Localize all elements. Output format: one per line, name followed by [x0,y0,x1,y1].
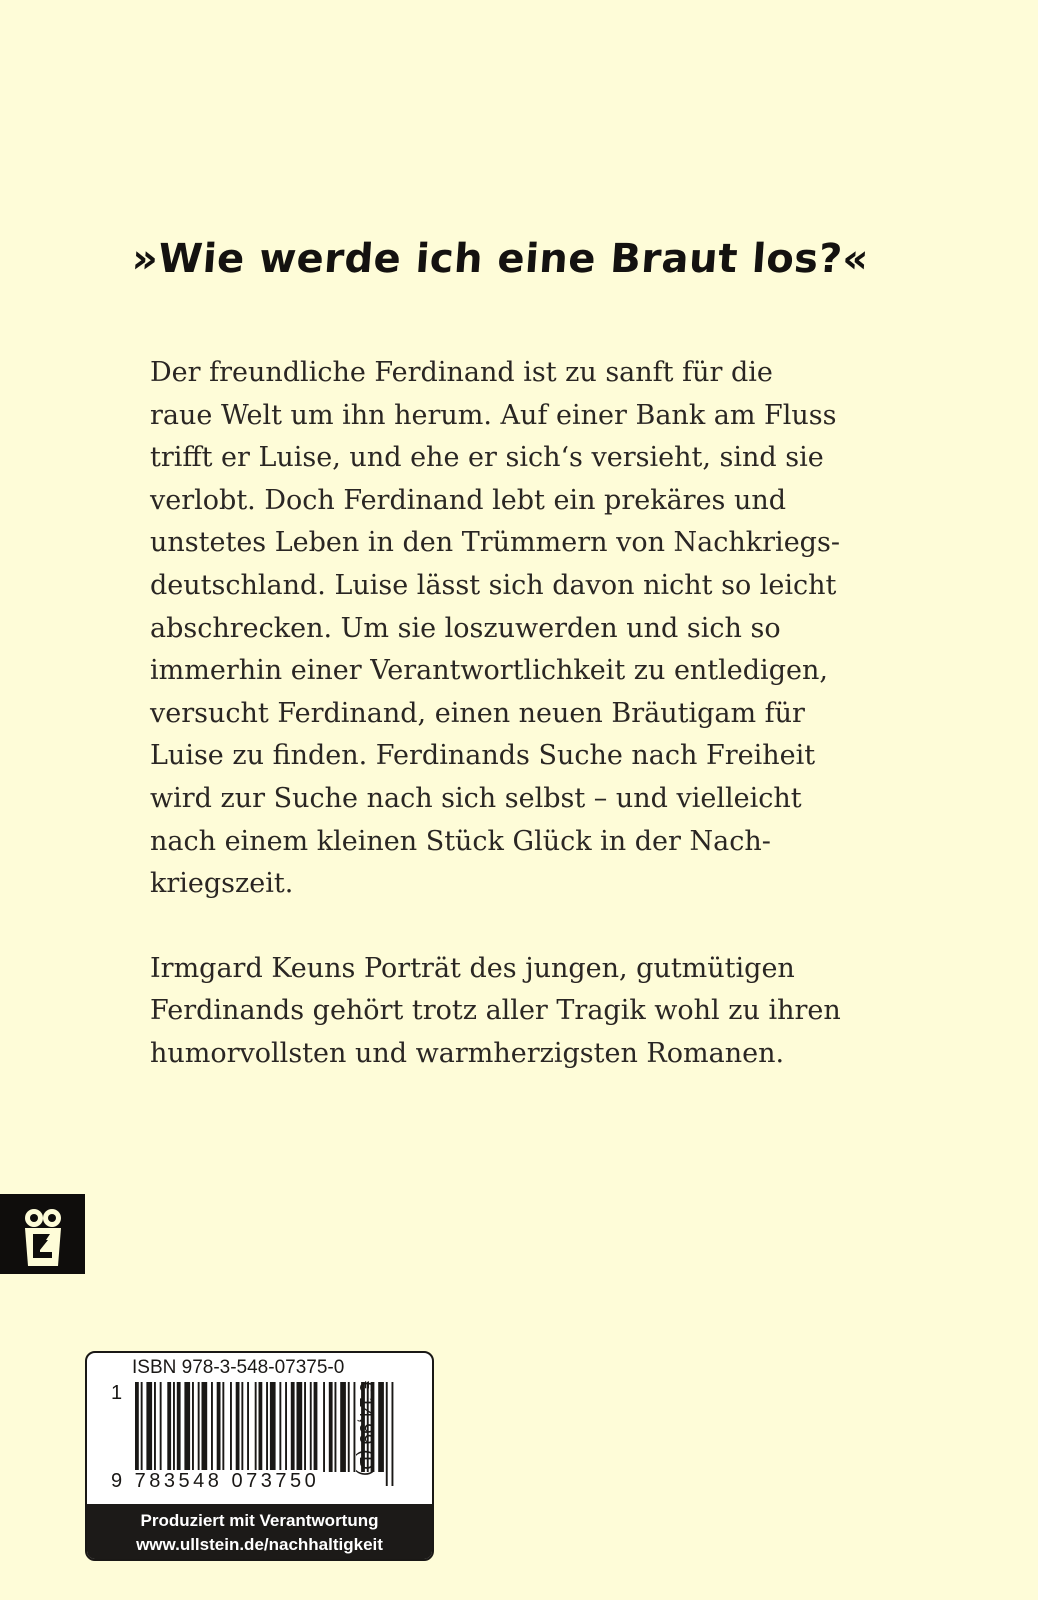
barcode-bar [241,1382,243,1472]
barcode-bar [154,1382,156,1472]
blurb-line: versucht Ferdinand, einen neuen Bräutigam für [150,697,805,729]
barcode-bar [192,1382,194,1472]
barcode-bar [217,1382,221,1472]
barcode-bar [184,1382,190,1472]
isbn-number: ISBN 978-3-548-07375-0 [132,1357,345,1378]
barcode-bar [247,1382,249,1472]
barcode-bar [291,1382,295,1472]
barcode-bar [211,1382,213,1472]
blurb-paragraph-2 [150,948,880,1076]
blurb-line: Ferdinands gehört trotz aller Tragik wohl zu ihren [150,995,841,1027]
barcode-bar [160,1382,162,1472]
tagline: »Wie werde ich eine Braut los?« [130,236,871,282]
blurb-line: kriegszeit. [150,868,294,900]
blurb-line: nach einem kleinen Stück Glück in der Nach- [150,825,771,857]
blurb-text [150,352,880,1076]
blurb-line: humorvollsten und warmherzigsten Romanen. [150,1037,785,1069]
barcode-bar [255,1382,257,1472]
blurb-line: Luise zu finden. Ferdinands Suche nach Freiheit [150,740,816,772]
barcode-bar [340,1382,346,1472]
barcode-digits: 9 783548 073750 [111,1470,320,1492]
barcode-bar [323,1382,325,1472]
blurb-line: unstetes Leben in den Trümmern von Nachkriegs- [150,527,840,559]
blurb-line: verlobt. Doch Ferdinand lebt ein prekäres und [150,484,787,516]
blurb-line: deutschland. Luise lässt sich davon nicht so leicht [150,569,837,601]
barcode-bar [270,1382,276,1472]
barcode-first-digit: 1 [111,1382,123,1404]
blurb-paragraph-1 [150,352,880,906]
barcode-bar [173,1382,175,1472]
barcode-bar [177,1382,181,1472]
blurb-line: Irmgard Keuns Porträt des jungen, gutmütigen [150,952,795,984]
barcode-bar [167,1382,171,1472]
barcode-label [85,1351,434,1561]
barcode-bar [329,1382,333,1472]
barcode-bar [146,1382,152,1472]
blurb-line: immerhin einer Verantwortlichkeit zu entledigen, [150,655,828,687]
owl-logo-icon [0,1194,85,1274]
barcode-bar [202,1382,208,1472]
barcode-bar [310,1382,312,1472]
barcode-bar [266,1382,268,1472]
sustainability-url: www.ullstein.de/nachhaltigkeit [136,1535,383,1554]
barcode-bar [222,1382,224,1472]
barcode-bar [304,1382,306,1472]
barcode-bar [198,1382,200,1472]
barcode-bar [314,1382,318,1472]
price-label: € 14,99 (D) [355,1381,376,1477]
sustainability-note [87,1504,432,1559]
blurb-line: Der freundliche Ferdinand ist zu sanft für die [150,357,773,388]
barcode-bar [285,1382,287,1472]
barcode-bar [279,1382,281,1472]
barcode-bar [386,1382,388,1486]
blurb-line: wird zur Suche nach sich selbst – und vielleicht [150,782,802,814]
blurb-line: abschrecken. Um sie loszuwerden und sich so [150,612,781,644]
sustainability-line-1: Produziert mit Verantwortung [140,1511,379,1530]
barcode-bar [230,1382,232,1472]
barcode-bar [236,1382,240,1472]
barcode-bar [392,1382,394,1486]
barcode-bar [378,1382,384,1472]
barcode-bar [335,1382,337,1472]
blurb-line: raue Welt um ihn herum. Auf einer Bank am Fluss [150,399,837,431]
barcode-bar [348,1382,350,1472]
blurb-line: trifft er Luise, und ehe er sich‘s versieht, sind sie [150,442,824,474]
barcode-bar [297,1382,303,1472]
